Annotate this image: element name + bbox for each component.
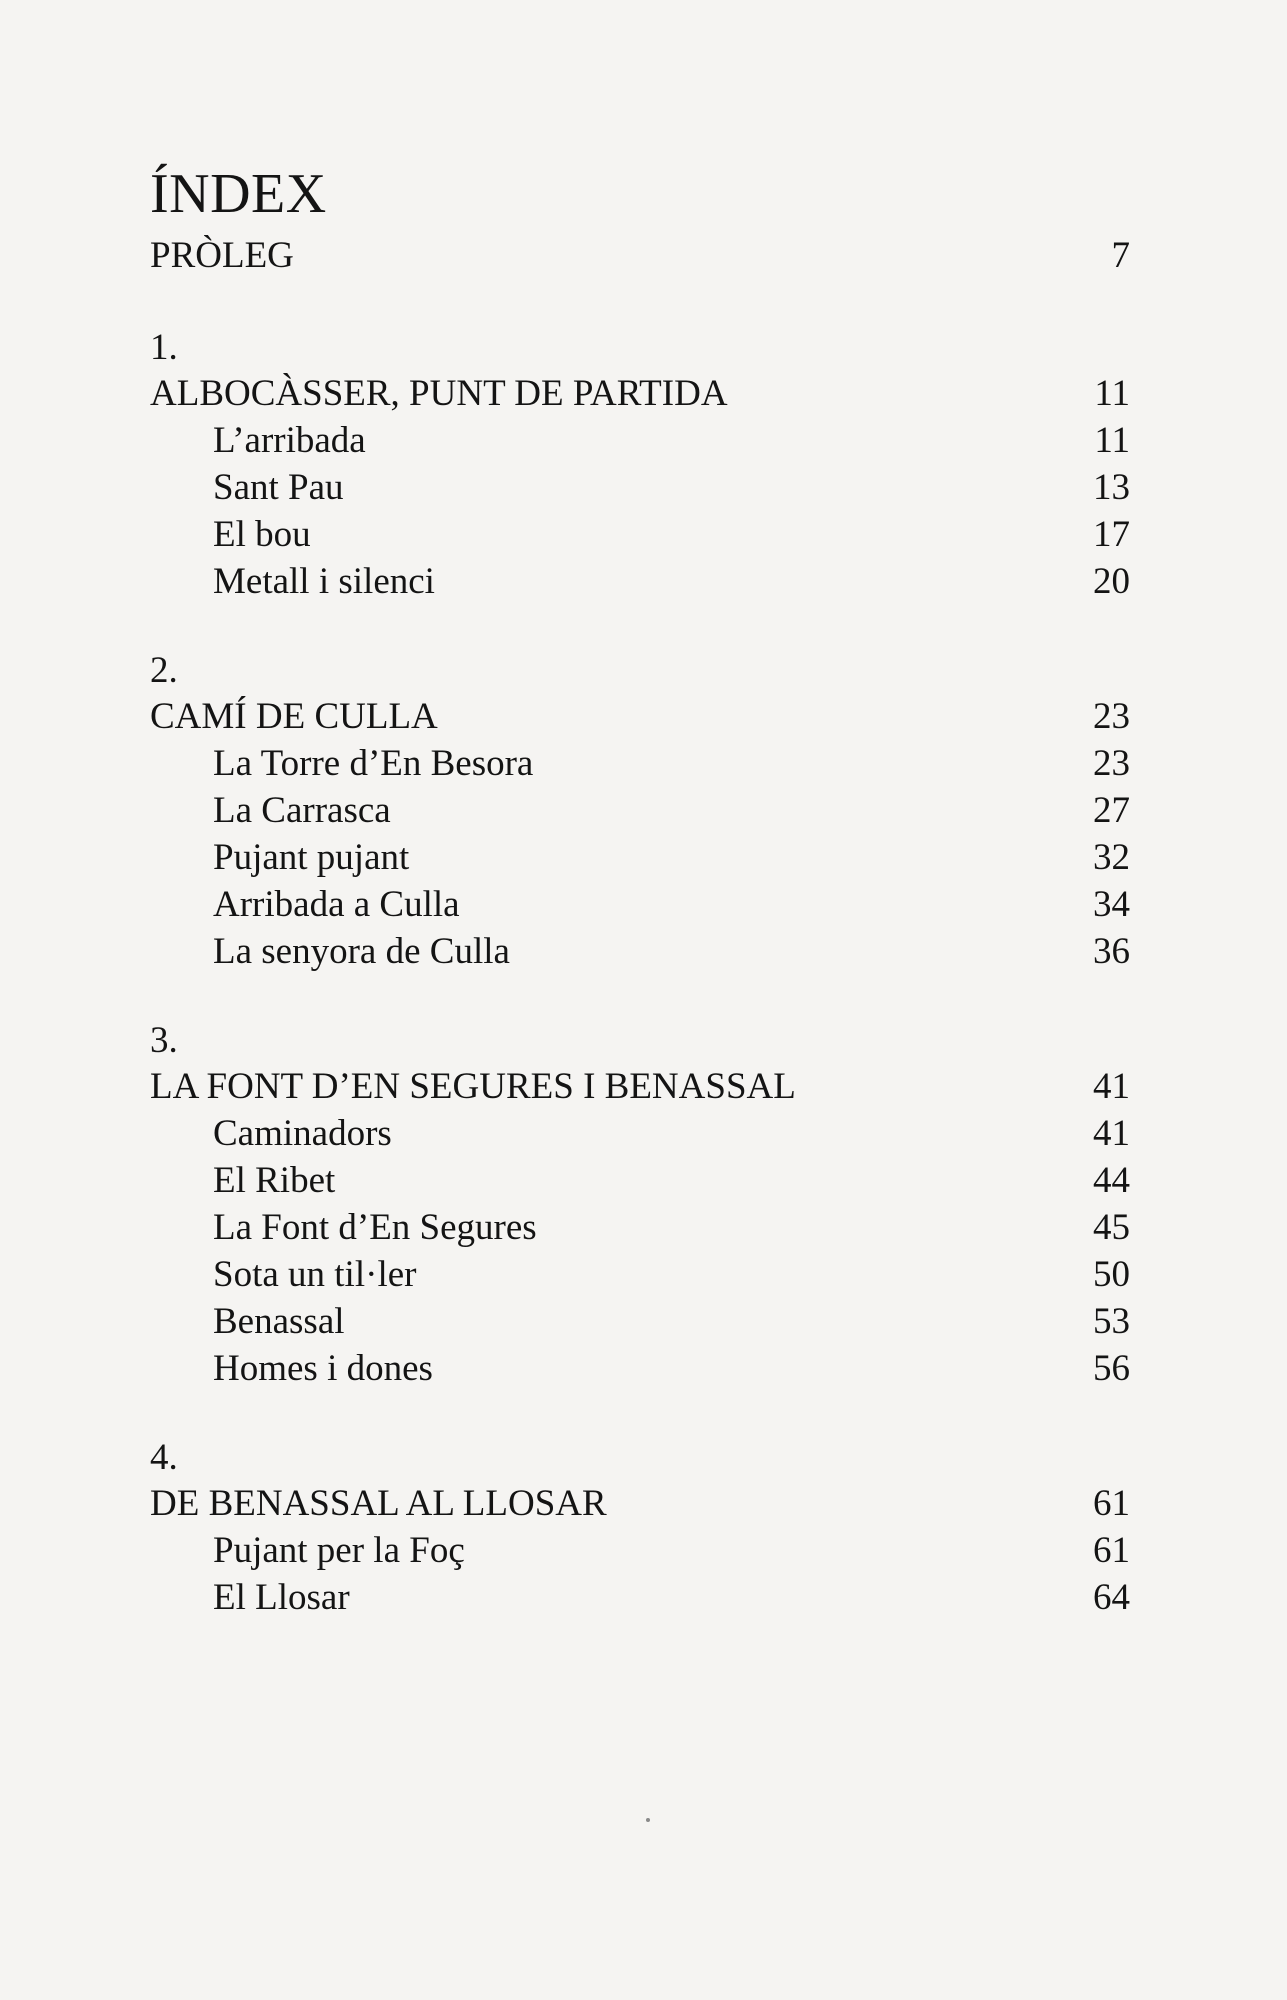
chapter-title-row	[150, 370, 1130, 417]
chapter-title: ALBOCÀSSER, PUNT DE PARTIDA	[150, 373, 728, 414]
section-entry	[150, 928, 1130, 975]
section-label: Pujant pujant	[213, 837, 410, 878]
section-label: La senyora de Culla	[213, 931, 510, 972]
toc-title: ÍNDEX	[150, 163, 327, 225]
entry-page-number: 53	[1093, 1301, 1130, 1342]
table-of-contents	[150, 158, 1130, 1621]
section-entry	[150, 511, 1130, 558]
chapter-3	[150, 1019, 1130, 1392]
section-entry	[150, 1298, 1130, 1345]
entry-page-number: 23	[1093, 696, 1130, 737]
section-label: El bou	[213, 514, 311, 555]
entry-page-number: 11	[1094, 373, 1130, 414]
section-entry	[150, 881, 1130, 928]
section-label: Sota un til·ler	[213, 1254, 417, 1295]
chapter-title-row	[150, 693, 1130, 740]
chapter-title: LA FONT D’EN SEGURES I BENASSAL	[150, 1066, 796, 1107]
section-label: L’arribada	[213, 420, 366, 461]
section-label: La Font d’En Segures	[213, 1207, 537, 1248]
entry-page-number: 36	[1093, 931, 1130, 972]
section-entry	[150, 740, 1130, 787]
chapter-title: DE BENASSAL AL LLOSAR	[150, 1483, 607, 1524]
section-label: El Llosar	[213, 1577, 350, 1618]
entry-page-number: 7	[1111, 235, 1130, 276]
section-entry	[150, 1345, 1130, 1392]
entry-page-number: 64	[1093, 1577, 1130, 1618]
entry-page-number: 11	[1094, 420, 1130, 461]
entry-page-number: 23	[1093, 743, 1130, 784]
chapter-number: 3.	[150, 1020, 178, 1061]
chapter-title: CAMÍ DE CULLA	[150, 696, 438, 737]
chapter-number: 2.	[150, 650, 178, 691]
entry-page-number: 44	[1093, 1160, 1130, 1201]
section-entry	[150, 417, 1130, 464]
section-label: La Carrasca	[213, 790, 391, 831]
section-label: Sant Pau	[213, 467, 344, 508]
entry-page-number: 34	[1093, 884, 1130, 925]
entry-page-number: 41	[1093, 1066, 1130, 1107]
section-label: Pujant per la Foç	[213, 1530, 465, 1571]
entry-page-number: 50	[1093, 1254, 1130, 1295]
section-label: La Torre d’En Besora	[213, 743, 534, 784]
section-entry	[150, 558, 1130, 605]
toc-entry-prolog	[150, 230, 1130, 282]
entry-page-number: 61	[1093, 1530, 1130, 1571]
section-label: Metall i silenci	[213, 561, 435, 602]
section-entry	[150, 464, 1130, 511]
section-entry	[150, 1204, 1130, 1251]
section-label: Arribada a Culla	[213, 884, 460, 925]
entry-page-number: 41	[1093, 1113, 1130, 1154]
section-entry	[150, 1157, 1130, 1204]
chapter-title-row	[150, 1480, 1130, 1527]
chapter-title-row	[150, 1063, 1130, 1110]
entry-page-number: 56	[1093, 1348, 1130, 1389]
print-speck	[646, 1818, 650, 1822]
section-label: Homes i dones	[213, 1348, 433, 1389]
entry-page-number: 17	[1093, 514, 1130, 555]
chapter-2	[150, 649, 1130, 975]
section-entry	[150, 1574, 1130, 1621]
entry-page-number: 32	[1093, 837, 1130, 878]
entry-page-number: 13	[1093, 467, 1130, 508]
chapter-4	[150, 1436, 1130, 1621]
section-entry	[150, 834, 1130, 881]
section-label: El Ribet	[213, 1160, 336, 1201]
entry-page-number: 61	[1093, 1483, 1130, 1524]
entry-page-number: 27	[1093, 790, 1130, 831]
entry-label: PRÒLEG	[150, 235, 294, 276]
section-entry	[150, 787, 1130, 834]
section-entry	[150, 1527, 1130, 1574]
section-entry	[150, 1251, 1130, 1298]
section-label: Caminadors	[213, 1113, 392, 1154]
entry-page-number: 20	[1093, 561, 1130, 602]
chapter-number: 1.	[150, 327, 178, 368]
chapter-1	[150, 326, 1130, 605]
section-label: Benassal	[213, 1301, 345, 1342]
section-entry	[150, 1110, 1130, 1157]
entry-page-number: 45	[1093, 1207, 1130, 1248]
chapter-number: 4.	[150, 1437, 178, 1478]
